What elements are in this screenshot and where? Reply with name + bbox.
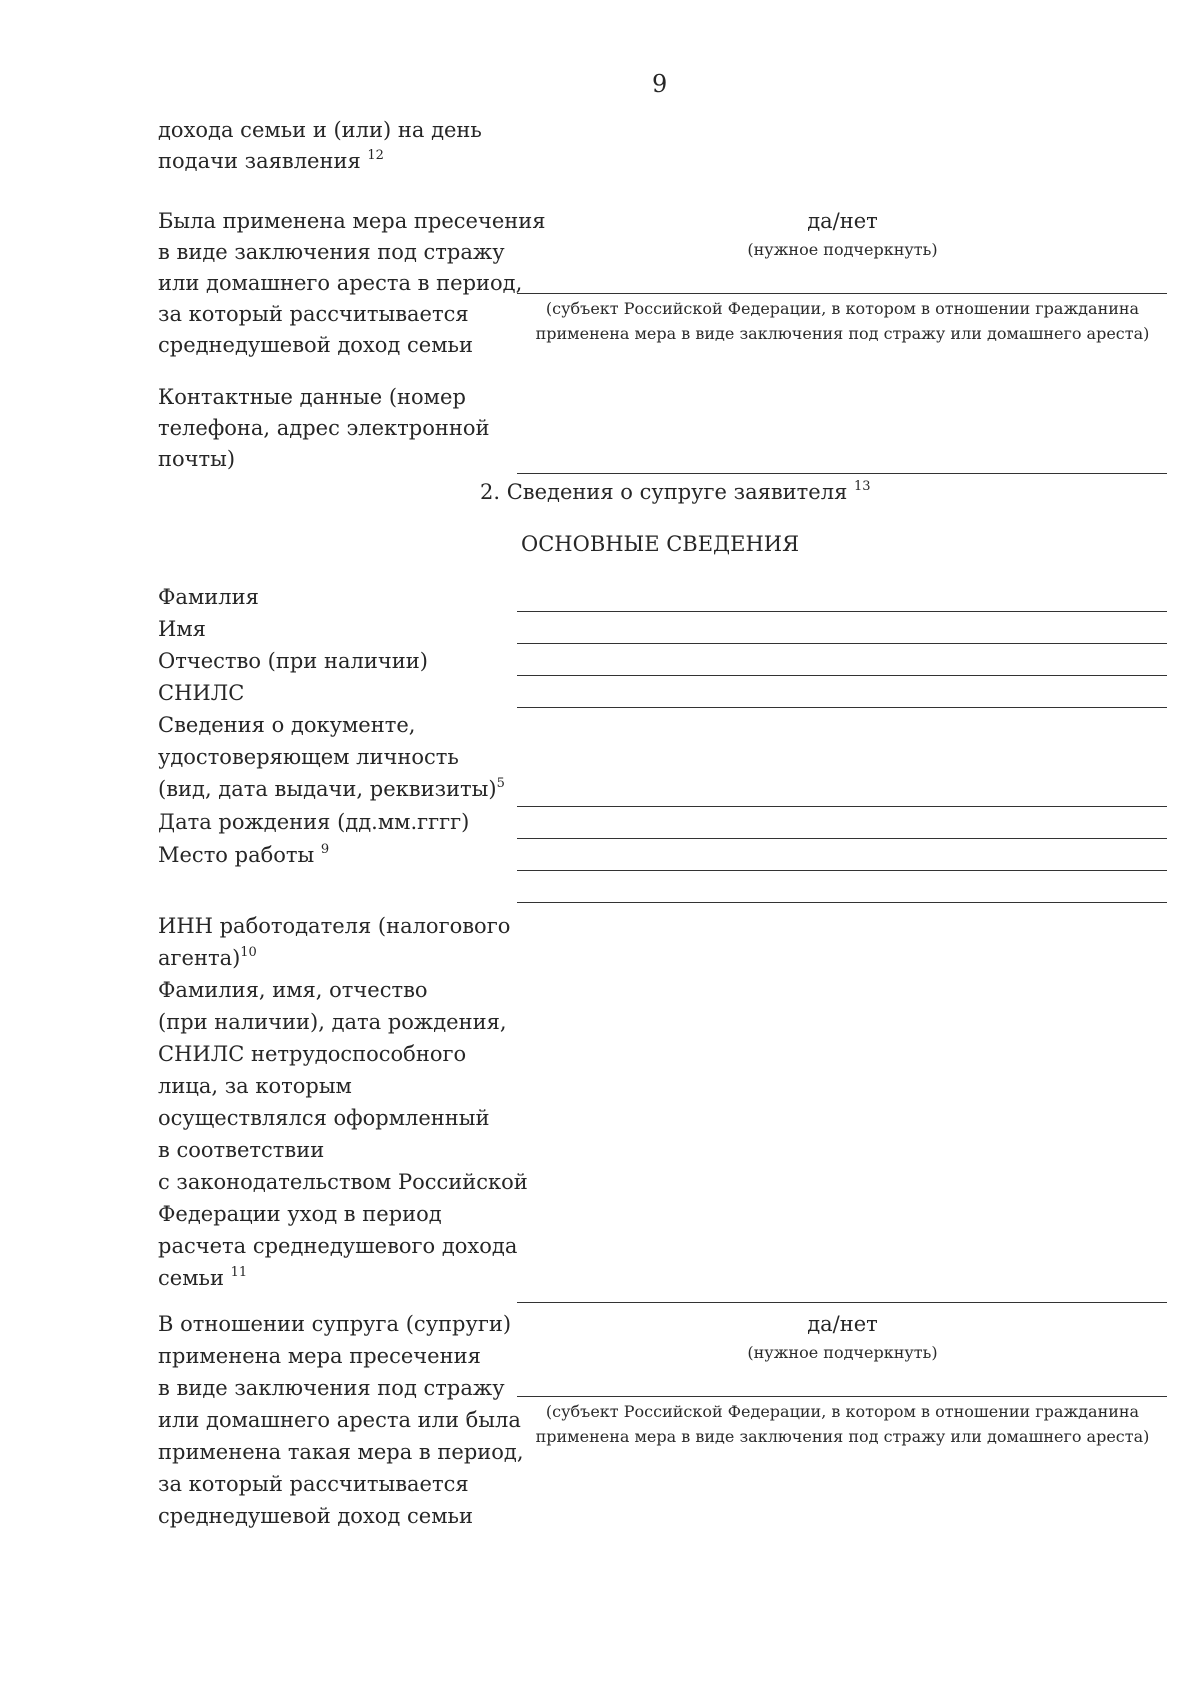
inn-label-line-2: агента)$^{10}$ [158,945,257,970]
label-line: Фамилия, имя, отчество [158,978,428,1002]
contacts-input-line[interactable] [517,473,1167,474]
yes-no-option[interactable]: да/нет [807,209,878,233]
label-line: в виде заключения под стражу [158,1376,505,1400]
name-label: Имя [158,617,206,641]
workplace-input-line-1[interactable] [517,870,1167,871]
spouse-subject-input-line[interactable] [517,1396,1167,1397]
label-line: применена мера пресечения [158,1344,481,1368]
inn-label-line-1: ИНН работодателя (налогового [158,914,511,938]
snils-label: СНИЛС [158,681,245,705]
patronymic-label: Отчество (при наличии) [158,649,428,673]
snils-input-line[interactable] [517,707,1167,708]
label-line: расчета среднедушевого дохода [158,1234,518,1258]
label-line: СНИЛС нетрудоспособного [158,1042,467,1066]
birth-date-label: Дата рождения (дд.мм.гггг) [158,810,470,834]
section-2-subtitle: ОСНОВНЫЕ СВЕДЕНИЯ [521,532,800,556]
label-line: в соответствии [158,1138,325,1162]
doc-label-line-2: удостоверяющем личность [158,745,459,769]
label-line: за который рассчитывается [158,1472,469,1496]
footnote-marker: 10 [240,945,257,960]
workplace-input-line-2[interactable] [517,902,1167,903]
footnote-marker: 5 [496,776,505,791]
birth-date-input-line[interactable] [517,838,1167,839]
surname-label: Фамилия [158,585,259,609]
spouse-yes-no-option[interactable]: да/нет [807,1312,878,1336]
subject-input-line[interactable] [517,293,1167,294]
label-line: в виде заключения под стражу [158,240,505,264]
spouse-subject-hint-line-1: (субъект Российской Федерации, в котором в отношении гражданина [545,1402,1140,1421]
label-line: семьи $^{11}$ [158,1265,248,1290]
label-line: В отношении супруга (супруги) [158,1312,512,1336]
doc-label-line-1: Сведения о документе, [158,713,416,737]
footnote-marker: 13 [854,479,871,494]
label-line: или домашнего ареста в период, [158,271,523,295]
label-line: или домашнего ареста или была [158,1408,521,1432]
label-line: осуществлялся оформленный [158,1106,490,1130]
footnote-marker: 11 [230,1265,248,1280]
subject-hint-line-2: применена мера в виде заключения под стражу или домашнего ареста) [535,324,1150,343]
label-line: (при наличии), дата рождения, [158,1010,507,1034]
patronymic-input-line[interactable] [517,675,1167,676]
label-line: среднедушевой доход семьи [158,333,473,357]
label-line: за который рассчитывается [158,302,469,326]
spouse-subject-hint-line-2: применена мера в виде заключения под стражу или домашнего ареста) [535,1427,1150,1446]
page-number: 9 [652,70,668,98]
doc-input-line[interactable] [517,806,1167,807]
label-line: применена такая мера в период, [158,1440,524,1464]
intro-line-2: подачи заявления $^{12}$ [158,148,384,173]
care-input-line[interactable] [517,1302,1167,1303]
doc-label-line-3: (вид, дата выдачи, реквизиты)$^5$ [158,776,505,801]
label-line: Федерации уход в период [158,1202,442,1226]
underline-hint: (нужное подчеркнуть) [747,240,938,259]
workplace-label: Место работы $^9$ [158,842,330,867]
name-input-line[interactable] [517,643,1167,644]
spouse-underline-hint: (нужное подчеркнуть) [747,1343,938,1362]
contacts-label-line-2: телефона, адрес электронной [158,416,490,440]
label-line: Была применена мера пресечения [158,209,546,233]
section-2-title: 2. Сведения о супруге заявителя $^{13}$ [480,479,871,504]
intro-line-1: дохода семьи и (или) на день [158,118,482,142]
label-line: лица, за которым [158,1074,352,1098]
label-line: среднедушевой доход семьи [158,1504,473,1528]
label-line: с законодательством Российской [158,1170,528,1194]
surname-input-line[interactable] [517,611,1167,612]
contacts-label-line-1: Контактные данные (номер [158,385,466,409]
contacts-label-line-3: почты) [158,447,236,471]
footnote-marker: 9 [320,842,330,857]
subject-hint-line-1: (субъект Российской Федерации, в котором в отношении гражданина [545,299,1140,318]
footnote-marker: 12 [367,148,384,163]
